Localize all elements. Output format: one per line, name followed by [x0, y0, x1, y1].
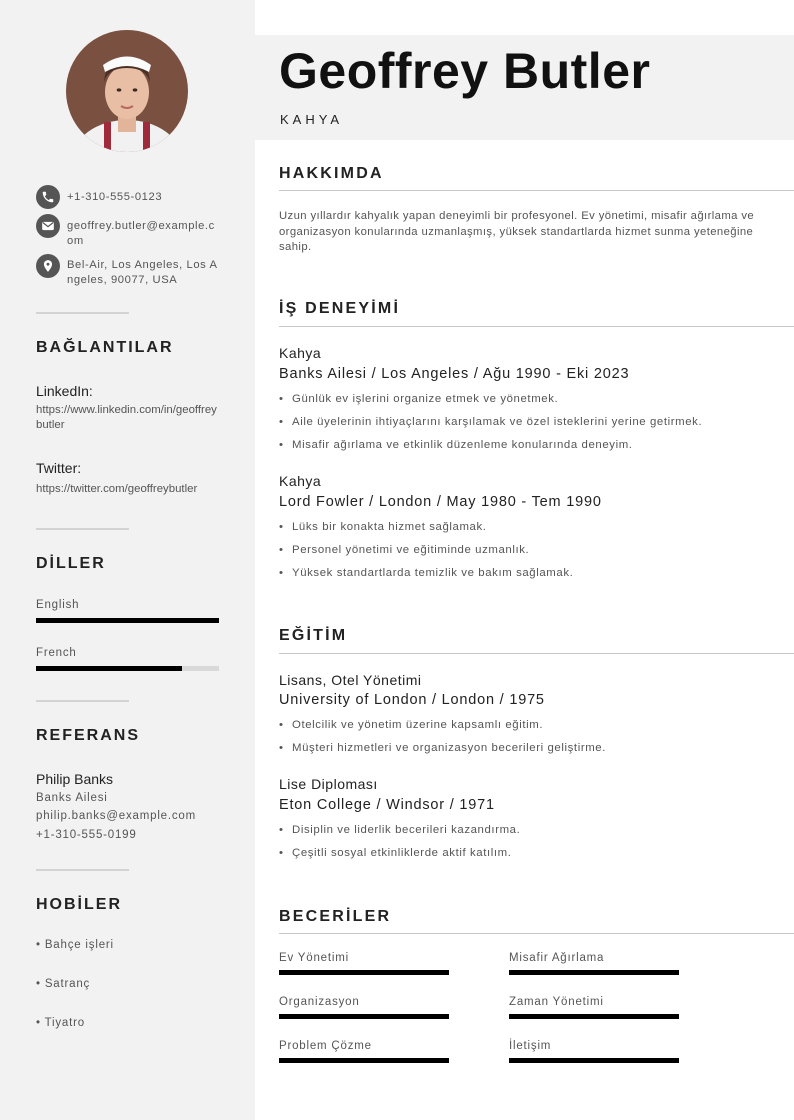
language-level-fill — [36, 618, 219, 623]
reference-phone: +1-310-555-0199 — [36, 829, 137, 841]
skill-name: İletişim — [509, 1040, 552, 1052]
sidebar-divider — [36, 528, 129, 530]
job-subtitle: Banks Ailesi / Los Angeles / Ağu 1990 - Eki 2023 — [279, 366, 630, 382]
location-pin-icon — [36, 254, 60, 278]
sidebar-divider — [36, 700, 129, 702]
job-role: Kahya — [279, 345, 322, 361]
reference-email[interactable]: philip.banks@example.com — [36, 810, 196, 822]
job-bullet: • Lüks bir konakta hizmet sağlamak. — [279, 521, 487, 533]
phone-text: +1-310-555-0123 — [67, 191, 163, 203]
email-text[interactable]: geoffrey.butler@example.com — [67, 220, 215, 247]
reference-name: Philip Banks — [36, 771, 114, 787]
job-subtitle: Lord Fowler / London / May 1980 - Tem 1990 — [279, 494, 602, 510]
education-degree: Lise Diploması — [279, 776, 378, 792]
skill-name: Ev Yönetimi — [279, 952, 349, 964]
languages-heading: DİLLER — [36, 555, 106, 572]
sidebar-divider — [36, 312, 129, 314]
skill-level-fill — [509, 1014, 679, 1019]
experience-heading: İŞ DENEYİMİ — [279, 300, 401, 317]
skill-level-bar — [509, 1014, 679, 1019]
contact-email — [36, 214, 219, 249]
skill-level-fill — [279, 1058, 449, 1063]
about-heading: HAKKIMDA — [279, 165, 384, 182]
education-subtitle: University of London / London / 1975 — [279, 692, 545, 708]
links-heading: BAĞLANTILAR — [36, 339, 174, 356]
skill-level-fill — [509, 970, 679, 975]
hobby-item: • Tiyatro — [36, 1017, 85, 1029]
section-divider — [279, 190, 794, 191]
skill-level-fill — [279, 970, 449, 975]
skill-name: Zaman Yönetimi — [509, 996, 604, 1008]
skills-heading: BECERİLER — [279, 908, 392, 925]
linkedin-url[interactable]: https://www.linkedin.com/in/geoffreybutler — [36, 404, 217, 431]
reference-company: Banks Ailesi — [36, 792, 108, 804]
about-text: Uzun yıllardır kahyalık yapan deneyimli bir profesyonel. Ev yönetimi, misafir ağırlama ve organizasyon konularında uzmanlaşmış, yüksek standartlarda hizmet sunma yeteneğine sahip. — [279, 210, 755, 253]
language-level-bar — [36, 618, 219, 623]
section-divider — [279, 653, 794, 654]
skill-level-fill — [509, 1058, 679, 1063]
job-bullet: • Günlük ev işlerini organize etmek ve yönetmek. — [279, 393, 559, 405]
skill-level-bar — [279, 1014, 449, 1019]
education-bullet: • Müşteri hizmetleri ve organizasyon becerileri geliştirme. — [279, 742, 607, 754]
contact-phone — [36, 185, 219, 209]
language-level-fill — [36, 666, 182, 671]
education-degree: Lisans, Otel Yönetimi — [279, 672, 422, 688]
language-level-bar — [36, 666, 219, 671]
section-divider — [279, 326, 794, 327]
skill-name: Misafir Ağırlama — [509, 952, 605, 964]
skill-level-bar — [509, 1058, 679, 1063]
skill-level-bar — [509, 970, 679, 975]
job-bullet: • Aile üyelerinin ihtiyaçlarını karşılamak ve özel isteklerini yerine getirmek. — [279, 416, 703, 428]
education-heading: EĞİTİM — [279, 627, 348, 644]
twitter-label: Twitter: — [36, 460, 82, 476]
linkedin-label: LinkedIn: — [36, 383, 93, 399]
references-heading: REFERANS — [36, 727, 141, 744]
hobby-item: • Satranç — [36, 978, 91, 990]
job-title: KAHYA — [280, 112, 344, 127]
skill-name: Organizasyon — [279, 996, 360, 1008]
twitter-url[interactable]: https://twitter.com/geoffreybutler — [36, 483, 198, 495]
education-bullet: • Disiplin ve liderlik becerileri kazandırma. — [279, 824, 521, 836]
job-bullet: • Misafir ağırlama ve etkinlik düzenleme konularında deneyim. — [279, 439, 633, 451]
skill-name: Problem Çözme — [279, 1040, 372, 1052]
education-subtitle: Eton College / Windsor / 1971 — [279, 797, 495, 813]
person-name: Geoffrey Butler — [279, 43, 651, 99]
skill-level-fill — [279, 1014, 449, 1019]
job-bullet: • Personel yönetimi ve eğitiminde uzmanlık. — [279, 544, 530, 556]
education-bullet: • Otelcilik ve yönetim üzerine kapsamlı eğitim. — [279, 719, 544, 731]
sidebar-divider — [36, 869, 129, 871]
hobby-item: • Bahçe işleri — [36, 939, 114, 951]
address-text: Bel-Air, Los Angeles, Los Angeles, 90077, USA — [67, 259, 218, 286]
language-name: French — [36, 647, 77, 659]
phone-icon — [36, 185, 60, 209]
language-name: English — [36, 599, 80, 611]
section-divider — [279, 933, 794, 934]
job-bullet: • Yüksek standartlarda temizlik ve bakım sağlamak. — [279, 567, 574, 579]
hobbies-heading: HOBİLER — [36, 896, 122, 913]
profile-photo — [66, 30, 188, 152]
education-bullet: • Çeşitli sosyal etkinliklerde aktif katılım. — [279, 847, 512, 859]
job-role: Kahya — [279, 473, 322, 489]
skill-level-bar — [279, 970, 449, 975]
mail-icon — [36, 214, 60, 238]
contact-address — [36, 254, 219, 288]
skill-level-bar — [279, 1058, 449, 1063]
